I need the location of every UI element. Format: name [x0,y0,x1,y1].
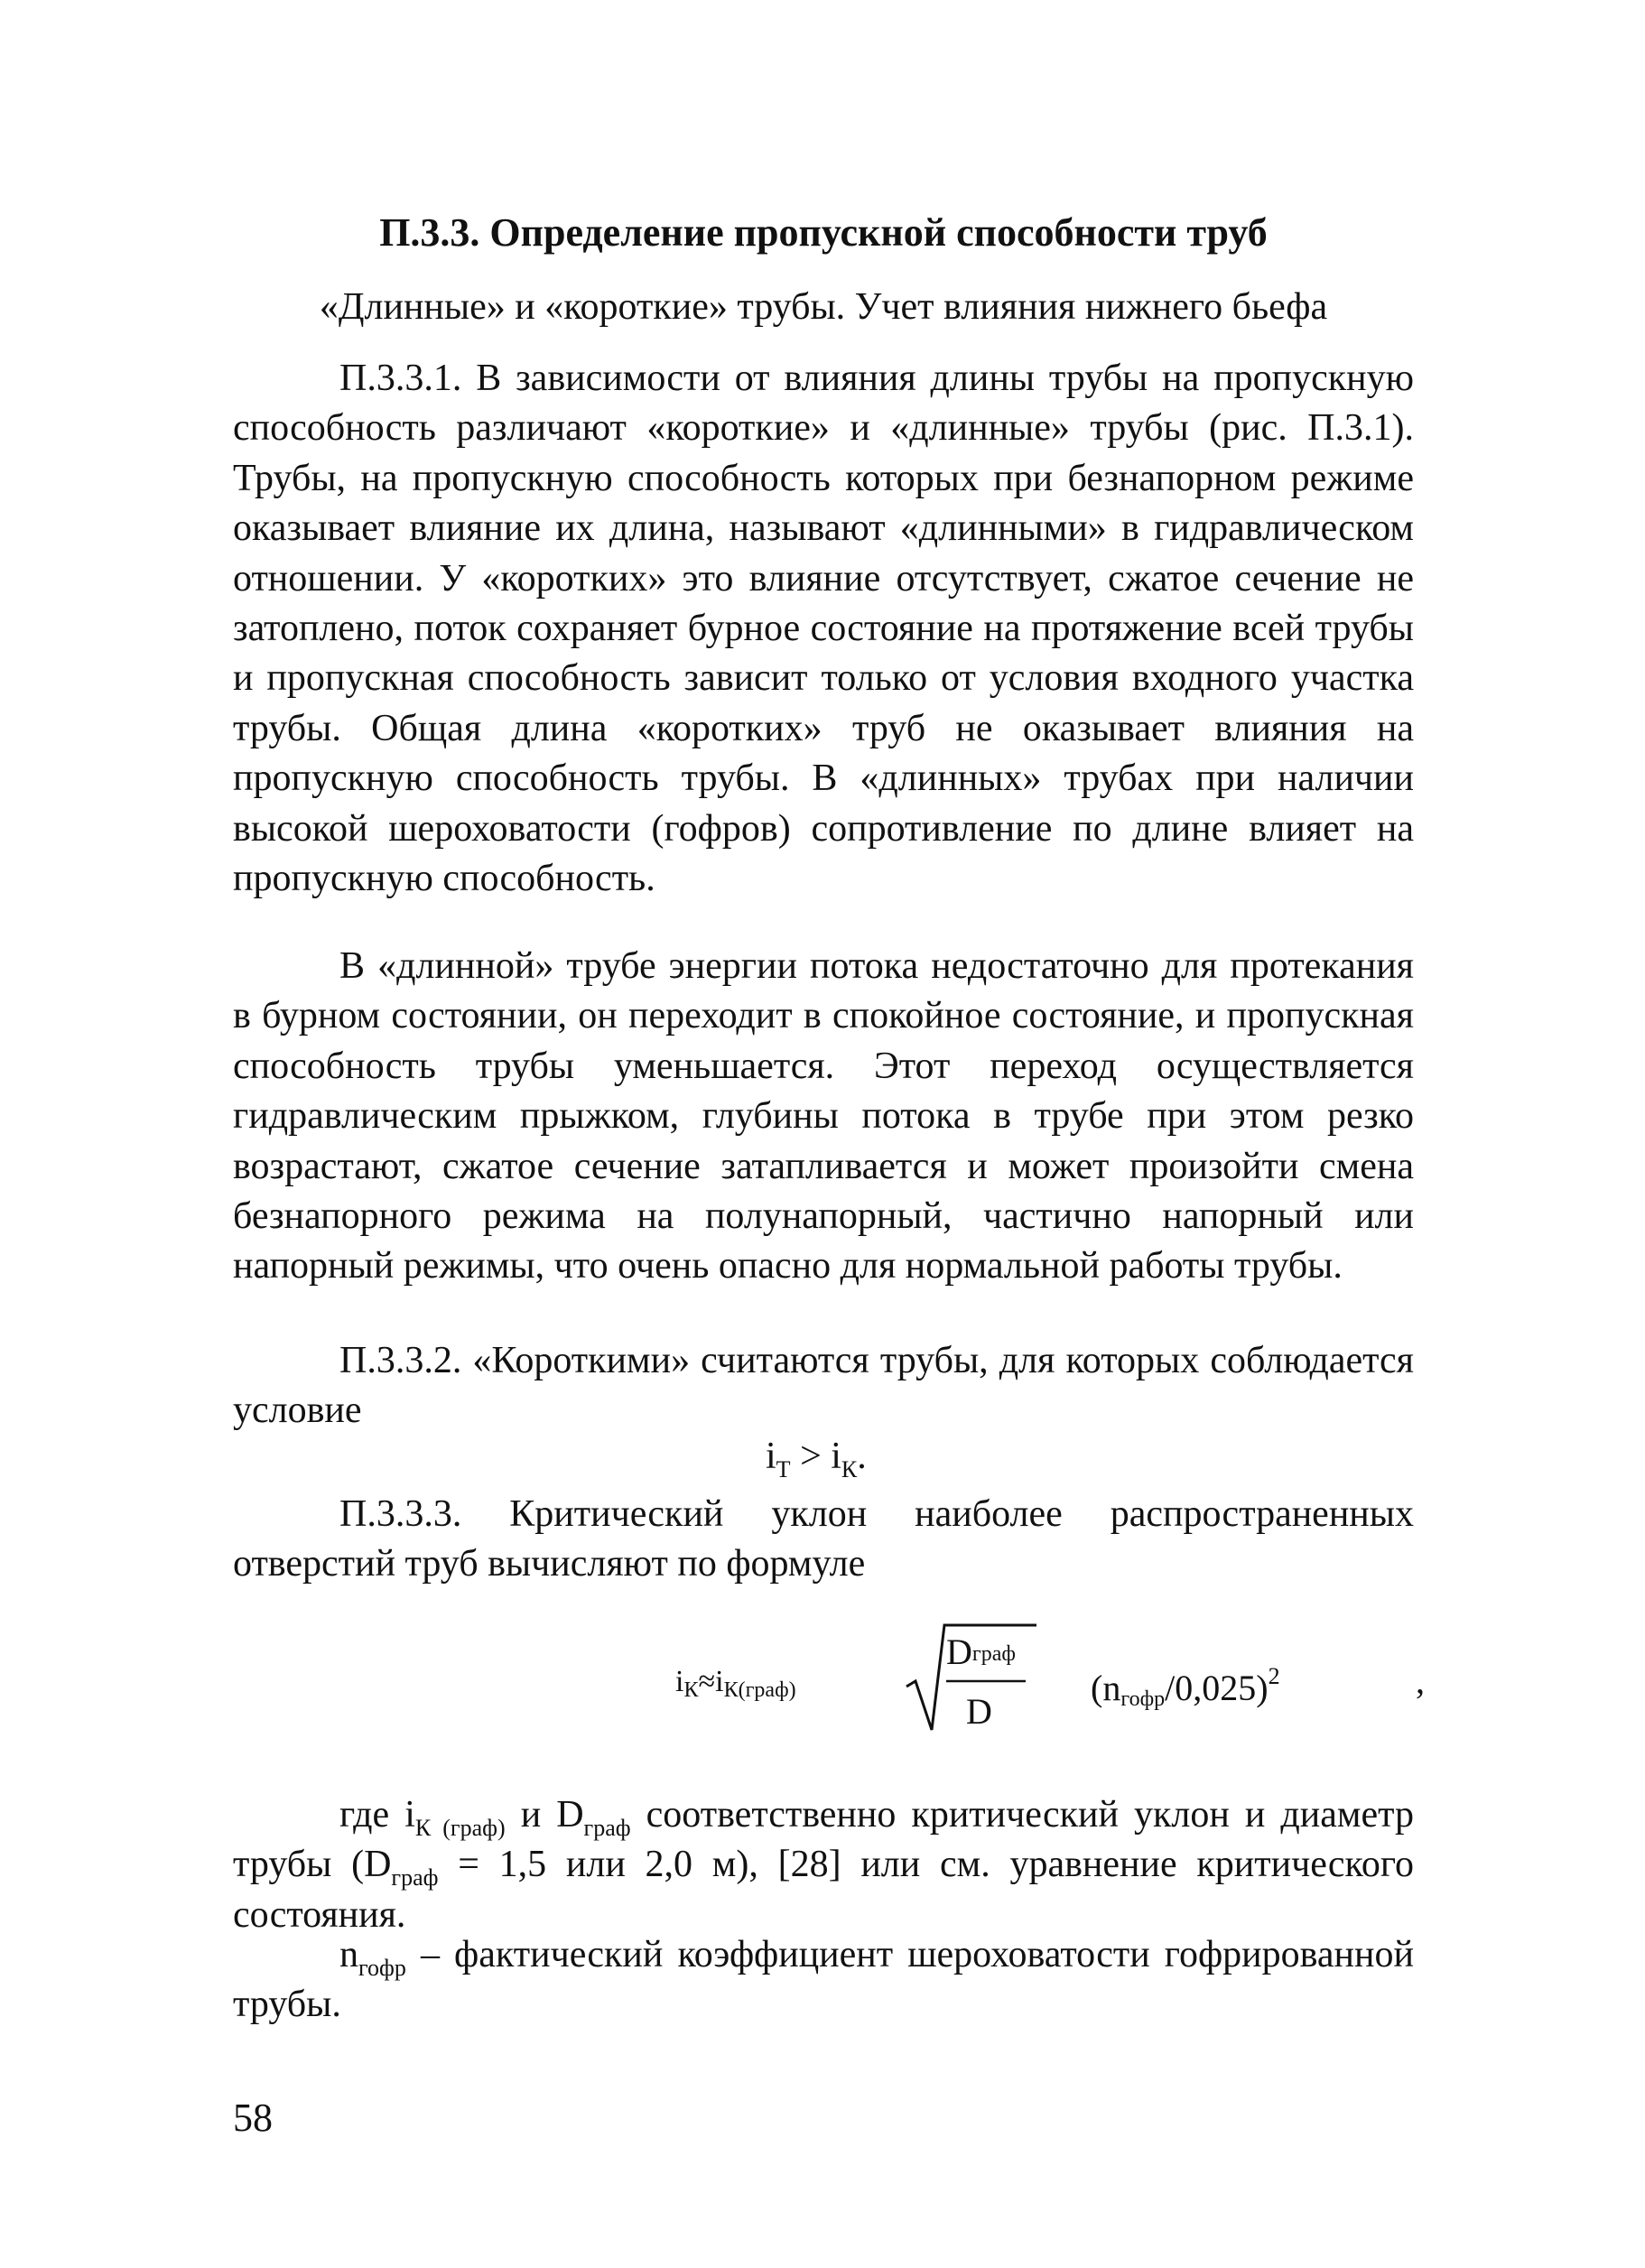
formula-comma: , [1416,1660,1425,1701]
paragraph-3-3-3: П.3.3.3. Критический уклон наиболее распространенных отверстий труб вычисляют по формуле [233,1493,1414,1585]
critical-slope-formula [675,1616,1425,1752]
paragraph-long-pipe: В «длинной» трубе энергии потока недостаточно для протекания в бурном состоянии, он переходит в спокойное состояние, и пропускная способность трубы уменьшается. Этот переход осуществляется гидравлическим прыжком, глубины потока в трубе при этом резко возрастают, сжатое сечение затапливается и может произойти смена безнапорного режима на полунапорный, частично напорный или напорный режимы, что очень опасно для нормальной работы трубы. [233,945,1414,1287]
short-pipe-condition [766,1434,867,1483]
paragraph-where-definitions: где $i_{К (граф)}$ и $D_{граф}$ соответственно критический уклон и диаметр трубы ($D_{граф} = 1,5$ или 2,0 м), [28] или см. уравнение критического состояния. [233,1794,1414,1936]
page-number: 58 [233,2096,273,2140]
section-subheading: «Длинные» и «короткие» трубы. Учет влияния нижнего бьефа [319,286,1328,328]
paragraph-3-3-2: П.3.3.2. «Короткими» считаются трубы, для которых соблюдается условие [233,1340,1414,1432]
condition-rhs: i [831,1436,841,1477]
condition-lhs-subscript: Т [776,1456,791,1483]
condition-lhs: i [766,1436,776,1477]
document-page [233,0,1425,2268]
formula-roughness-term: $(n_{гофр}/0,025)^2$ [1091,1663,1280,1711]
paragraph-roughness-definition: $n_{гофр}$ – фактический коэффициент шероховатости гофрированной трубы. [233,1934,1414,2026]
formula-lhs: $i_К\approx i_{К(граф)}$ [675,1665,796,1702]
condition-operator: > [790,1436,832,1477]
formula-numerator: $D_{граф}$ [946,1631,1016,1672]
formula-denominator: D [966,1691,992,1732]
paragraph-3-3-1: П.3.3.1. В зависимости от влияния длины трубы на пропускную способность различают «короткие» и «длинные» трубы (рис. П.3.1). Трубы, на пропускную способность которых при безнапорном режиме оказывает влияние их длина, называют «длинными» в гидравлическом отношении. У «коротких» это влияние отсутствует, сжатое сечение не затоплено, поток сохраняет бурное состояние на протяжение всей трубы и пропускная способность зависит только от условия входного участка трубы. Общая длина «коротких» труб не оказывает влияния на пропускную способность трубы. В «длинных» трубах при наличии высокой шероховатости (гофров) сопротивление по длине влияет на пропускную способность. [233,358,1414,900]
condition-rhs-subscript: К [841,1456,858,1483]
condition-period: . [857,1436,867,1477]
section-heading: П.3.3. Определение пропускной способности труб [379,210,1268,255]
